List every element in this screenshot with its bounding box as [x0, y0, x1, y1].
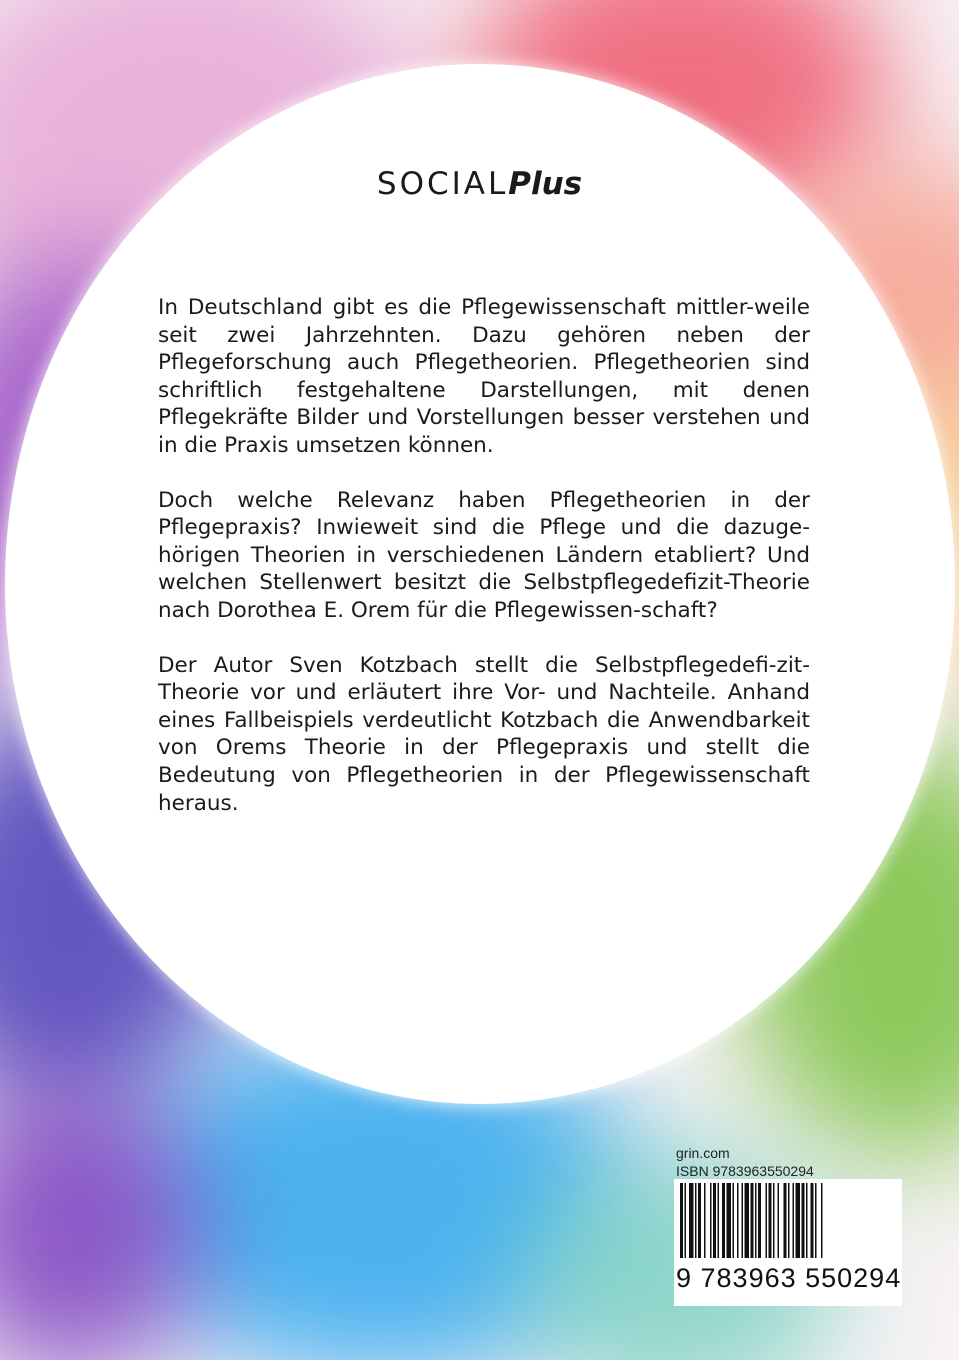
barcode-bar [755, 1183, 757, 1265]
publisher-info [676, 1144, 814, 1180]
barcode-bar [745, 1183, 750, 1265]
barcode-bar [733, 1183, 735, 1265]
barcode-bar [815, 1183, 817, 1265]
barcode-bar [722, 1183, 725, 1265]
barcode-digits: 9 783963 550294 [676, 1258, 901, 1298]
back-cover-blurb [158, 294, 810, 844]
barcode-bars [678, 1183, 898, 1265]
publisher-website: grin.com [676, 1145, 730, 1161]
logo-text-plus: Plus [508, 166, 583, 202]
blurb-paragraph: Der Autor Sven Kotzbach stellt die Selbstpflegedefi-zit-Theorie vor und erläutert ihre Vor- und Nachteile. Anhand eines Fallbeispiels verdeutlicht Kotzbach die Anwendbarkeit von Orems Theorie in der Pflegepraxis und stellt die Bedeutung von Pflegetheorien in der Pflegewissenschaft heraus. [158, 652, 810, 816]
barcode-bar [751, 1183, 754, 1265]
barcode-bar [742, 1183, 744, 1265]
barcode-bar [784, 1183, 787, 1265]
barcode-bar [766, 1183, 768, 1265]
barcode-bar [713, 1183, 716, 1265]
barcode-bar [802, 1183, 805, 1265]
barcode-bar [698, 1183, 701, 1265]
logo-text-social: SOCIAL [376, 166, 509, 202]
barcode-bar [710, 1183, 712, 1265]
blurb-paragraph: Doch welche Relevanz haben Pflegetheorien in der Pflegepraxis? Inwieweit sind die Pflege und die dazuge-hörigen Theorien in verschiedenen Ländern etabliert? Und welchen Stellenwert besitzt die Selbstpflegedefizit-Theorie nach Dorothea E. Orem für die Pflegewissen-schaft? [158, 487, 810, 623]
barcode-bar [680, 1183, 683, 1265]
barcode-bar [758, 1183, 761, 1265]
barcode-bar [793, 1183, 795, 1265]
barcode-bar [806, 1183, 808, 1265]
barcode-bar [769, 1183, 772, 1265]
barcode-bar [718, 1183, 720, 1265]
barcode-bar [773, 1183, 775, 1265]
series-logo [0, 166, 959, 202]
barcode-bar [811, 1183, 814, 1265]
barcode-bar [689, 1183, 694, 1265]
barcode-bar [727, 1183, 732, 1265]
isbn-label: ISBN 9783963550294 [676, 1163, 814, 1179]
barcode-bar [778, 1183, 780, 1265]
barcode-bar [788, 1183, 790, 1265]
barcode-bar [704, 1183, 706, 1265]
barcode-bar [821, 1183, 823, 1265]
barcode-bar [695, 1183, 697, 1265]
barcode-bar [737, 1183, 739, 1265]
barcode-bar [685, 1183, 687, 1265]
blurb-paragraph: In Deutschland gibt es die Pflegewissenschaft mittler-weile seit zwei Jahrzehnten. Dazu gehören neben der Pflegeforschung auch Pflegetheorien. Pflegetheorien sind schriftlich festgehaltene Darstellungen, mit denen Pflegekräfte Bilder und Vorstellungen besser verstehen und in die Praxis umsetzen können. [158, 295, 810, 458]
barcode-bar [796, 1183, 801, 1265]
